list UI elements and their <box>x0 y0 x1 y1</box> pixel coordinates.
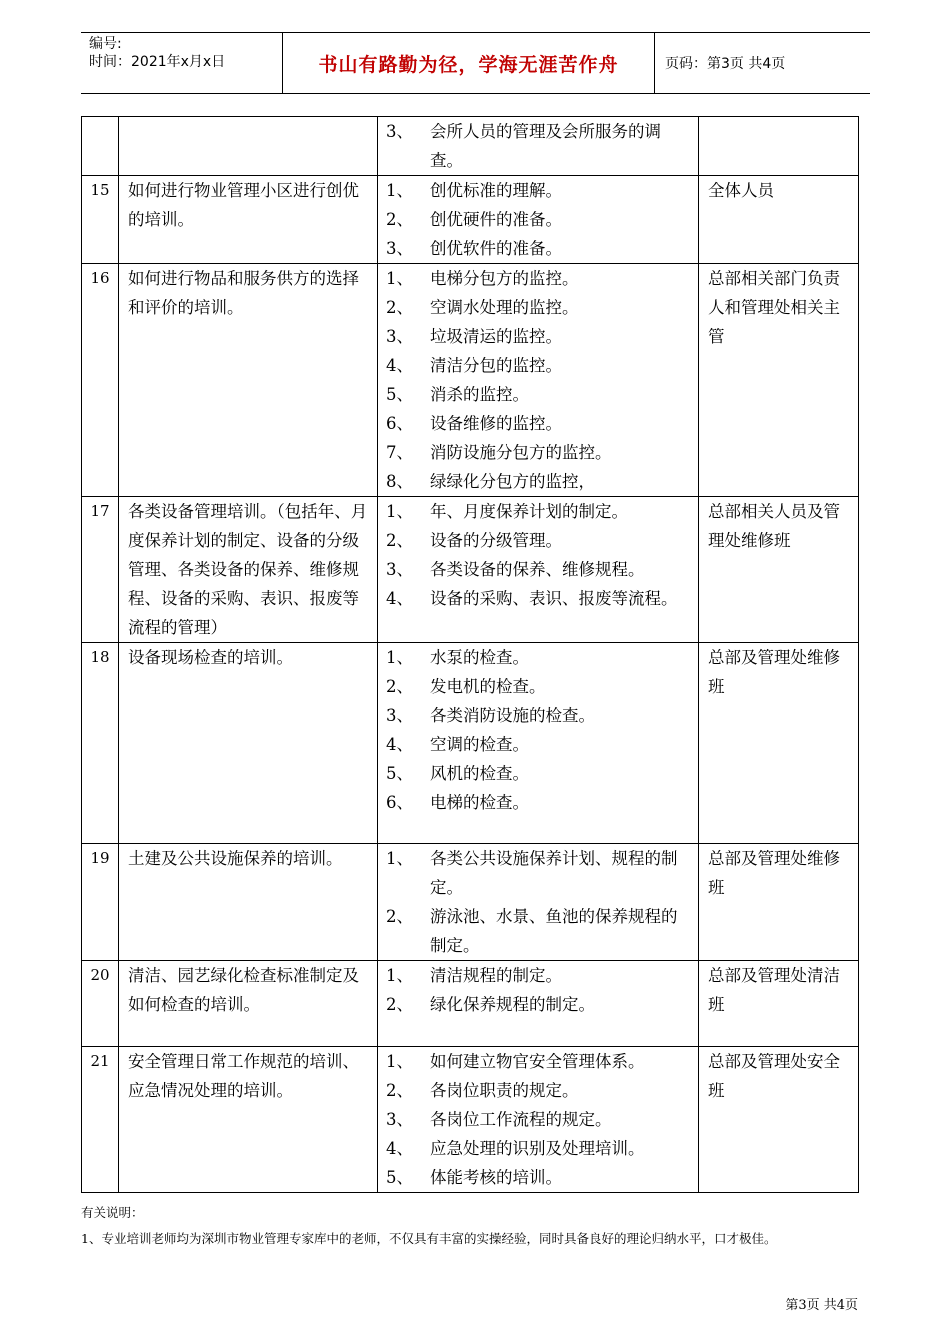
row-number: 21 <box>82 1047 119 1193</box>
item-number: 1、 <box>386 269 413 288</box>
content-item <box>386 759 692 788</box>
content-item <box>386 293 692 322</box>
content-item <box>386 497 692 526</box>
item-number: 6、 <box>386 793 413 812</box>
row-number <box>82 117 119 176</box>
item-number: 2、 <box>386 995 413 1014</box>
item-text: 设备维修的监控。 <box>430 414 562 433</box>
item-number: 4、 <box>386 356 413 375</box>
item-text: 应急处理的识别及处理培训。 <box>430 1139 645 1158</box>
row-content <box>378 176 699 264</box>
item-number: 2、 <box>386 677 413 696</box>
table-row <box>82 1047 859 1193</box>
content-item <box>386 788 692 817</box>
row-topic: 土建及公共设施保养的培训。 <box>119 844 378 961</box>
item-text: 如何建立物官安全管理体系。 <box>430 1052 645 1071</box>
row-number: 15 <box>82 176 119 264</box>
content-item <box>386 409 692 438</box>
content-item <box>386 234 692 263</box>
content-item <box>386 1076 692 1105</box>
item-text: 绿绿化分包方的监控， <box>430 472 595 491</box>
item-text: 绿化保养规程的制定。 <box>430 995 595 1014</box>
row-content <box>378 1047 699 1193</box>
row-topic: 清洁、园艺绿化检查标准制定及如何检查的培训。 <box>119 961 378 1047</box>
item-number: 2、 <box>386 298 413 317</box>
content-item <box>386 844 692 902</box>
row-audience: 总部及管理处清洁班 <box>699 961 859 1047</box>
item-number: 2、 <box>386 1081 413 1100</box>
content-item <box>386 555 692 584</box>
item-text: 消防设施分包方的监控。 <box>430 443 612 462</box>
item-text: 创优硬件的准备。 <box>430 210 562 229</box>
item-text: 电梯分包方的监控。 <box>430 269 579 288</box>
item-number: 2、 <box>386 907 413 926</box>
content-item <box>386 438 692 467</box>
code-label: 编号: <box>89 36 122 52</box>
content-item <box>386 205 692 234</box>
table-row <box>82 844 859 961</box>
item-text: 空调水处理的监控。 <box>430 298 579 317</box>
item-text: 各类公共设施保养计划、规程的制定。 <box>430 849 678 897</box>
item-text: 设备的采购、表识、报废等流程。 <box>430 589 678 608</box>
item-number: 1、 <box>386 648 413 667</box>
item-number: 1、 <box>386 966 413 985</box>
item-number: 5、 <box>386 764 413 783</box>
table-row <box>82 643 859 844</box>
item-text: 会所人员的管理及会所服务的调查。 <box>430 122 661 170</box>
item-text: 创优标准的理解。 <box>430 181 562 200</box>
content-item <box>386 701 692 730</box>
page-footer: 第3页 共4页 <box>785 1298 858 1313</box>
content-item <box>386 380 692 409</box>
item-text: 清洁分包的监控。 <box>430 356 562 375</box>
item-text: 空调的检查。 <box>430 735 529 754</box>
table-row <box>82 497 859 643</box>
item-number: 4、 <box>386 589 413 608</box>
item-number: 3、 <box>386 706 413 725</box>
row-content <box>378 844 699 961</box>
item-text: 电梯的检查。 <box>430 793 529 812</box>
item-text: 风机的检查。 <box>430 764 529 783</box>
item-number: 1、 <box>386 849 413 868</box>
row-topic <box>119 117 378 176</box>
item-text: 水泵的检查。 <box>430 648 529 667</box>
row-audience: 总部及管理处安全班 <box>699 1047 859 1193</box>
row-content <box>378 961 699 1047</box>
content-item <box>386 1134 692 1163</box>
content-item <box>386 902 692 960</box>
item-text: 各类设备的保养、维修规程。 <box>430 560 645 579</box>
training-table <box>81 116 859 1193</box>
content-item <box>386 117 692 175</box>
notes-title: 有关说明： <box>81 1205 144 1220</box>
row-audience: 全体人员 <box>699 176 859 264</box>
content-item <box>386 1047 692 1076</box>
item-text: 各岗位职责的规定。 <box>430 1081 579 1100</box>
item-number: 1、 <box>386 1052 413 1071</box>
content-item <box>386 672 692 701</box>
item-text: 清洁规程的制定。 <box>430 966 562 985</box>
table-row <box>82 961 859 1047</box>
row-number: 19 <box>82 844 119 961</box>
item-number: 2、 <box>386 531 413 550</box>
notes-section <box>81 1200 881 1252</box>
item-number: 5、 <box>386 385 413 404</box>
row-topic: 如何进行物业管理小区进行创优的培训。 <box>119 176 378 264</box>
content-item <box>386 643 692 672</box>
content-item <box>386 990 692 1019</box>
content-item <box>386 961 692 990</box>
content-item <box>386 730 692 759</box>
content-item <box>386 176 692 205</box>
item-text: 消杀的监控。 <box>430 385 529 404</box>
header-motto: 书山有路勤为径，学海无涯苦作舟 <box>282 33 655 93</box>
row-audience: 总部相关人员及管理处维修班 <box>699 497 859 643</box>
row-number: 20 <box>82 961 119 1047</box>
item-text: 发电机的检查。 <box>430 677 546 696</box>
row-topic: 各类设备管理培训。（包括年、月度保养计划的制定、设备的分级管理、各类设备的保养、维修规程、设备的采购、表识、报废等流程的管理） <box>119 497 378 643</box>
table-row <box>82 117 859 176</box>
row-audience <box>699 117 859 176</box>
content-item <box>386 322 692 351</box>
row-content <box>378 117 699 176</box>
item-number: 2、 <box>386 210 413 229</box>
header-page-number: 页码：第3页 共4页 <box>665 56 786 72</box>
item-text: 各岗位工作流程的规定。 <box>430 1110 612 1129</box>
table-row <box>82 176 859 264</box>
row-content <box>378 264 699 497</box>
row-audience: 总部及管理处维修班 <box>699 844 859 961</box>
item-number: 1、 <box>386 502 413 521</box>
row-number: 18 <box>82 643 119 844</box>
content-item <box>386 1105 692 1134</box>
item-text: 各类消防设施的检查。 <box>430 706 595 725</box>
item-text: 创优软件的准备。 <box>430 239 562 258</box>
time-label: 时间：2021年x月x日 <box>89 54 226 70</box>
row-topic: 设备现场检查的培训。 <box>119 643 378 844</box>
item-number: 4、 <box>386 1139 413 1158</box>
page-header <box>81 32 870 94</box>
item-number: 3、 <box>386 122 413 141</box>
item-text: 游泳池、水景、鱼池的保养规程的制定。 <box>430 907 678 955</box>
item-text: 年、月度保养计划的制定。 <box>430 502 628 521</box>
row-topic: 如何进行物品和服务供方的选择和评价的培训。 <box>119 264 378 497</box>
item-number: 8、 <box>386 472 413 491</box>
item-text: 设备的分级管理。 <box>430 531 562 550</box>
item-number: 3、 <box>386 1110 413 1129</box>
item-number: 7、 <box>386 443 413 462</box>
item-number: 3、 <box>386 327 413 346</box>
row-number: 16 <box>82 264 119 497</box>
item-number: 3、 <box>386 560 413 579</box>
row-topic: 安全管理日常工作规范的培训、应急情况处理的培训。 <box>119 1047 378 1193</box>
row-audience: 总部相关部门负责人和管理处相关主管 <box>699 264 859 497</box>
item-number: 3、 <box>386 239 413 258</box>
header-meta <box>81 33 282 93</box>
item-number: 4、 <box>386 735 413 754</box>
content-item <box>386 467 692 496</box>
item-text: 垃圾清运的监控。 <box>430 327 562 346</box>
content-item <box>386 1163 692 1192</box>
notes-line-1: 1、专业培训老师均为深圳市物业管理专家库中的老师，不仅具有丰富的实操经验，同时具备良好的理论归纳水平，口才极佳。 <box>81 1231 777 1246</box>
table-row <box>82 264 859 497</box>
row-number: 17 <box>82 497 119 643</box>
item-number: 5、 <box>386 1168 413 1187</box>
content-item <box>386 584 692 613</box>
content-item <box>386 351 692 380</box>
content-item <box>386 526 692 555</box>
row-content <box>378 497 699 643</box>
row-content <box>378 643 699 844</box>
content-item <box>386 264 692 293</box>
row-audience: 总部及管理处维修班 <box>699 643 859 844</box>
item-text: 体能考核的培训。 <box>430 1168 562 1187</box>
item-number: 1、 <box>386 181 413 200</box>
item-number: 6、 <box>386 414 413 433</box>
